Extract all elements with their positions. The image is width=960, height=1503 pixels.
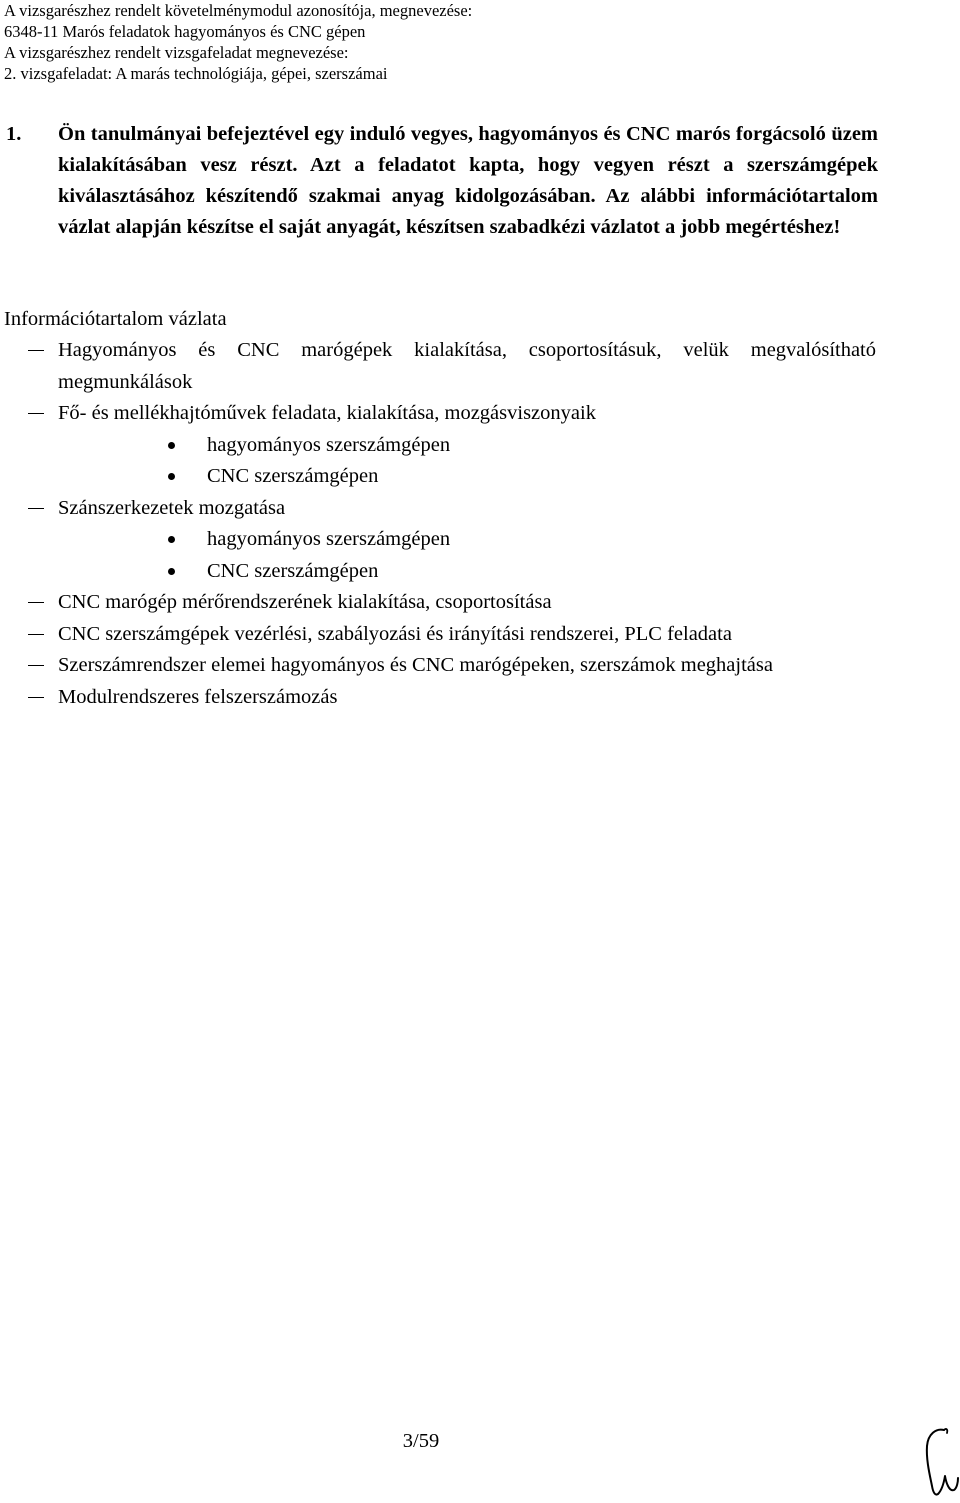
outline-list (0, 335, 960, 713)
sub-list-item (0, 556, 960, 588)
header-task-label: A vizsgarészhez rendelt vizsgafeladat megnevezése: (4, 43, 349, 62)
list-item-text: Hagyományos és CNC marógépek kialakítása, csoportosításuk, velük megvalósítható megmunkálások (58, 339, 876, 393)
dash-marker (28, 634, 44, 635)
list-item-text: Szánszerkezetek mozgatása (58, 496, 286, 519)
sub-list-item-text: CNC szerszámgépen (207, 559, 379, 582)
dash-marker (28, 508, 44, 509)
list-item (0, 619, 876, 651)
dash-marker (28, 697, 44, 698)
bullet-marker (168, 536, 175, 543)
list-item (0, 335, 876, 398)
bullet-marker (168, 473, 175, 480)
dash-marker (28, 350, 44, 351)
list-item-text: Fő- és mellékhajtóművek feladata, kialakítása, mozgásviszonyaik (58, 402, 596, 424)
list-item-text: Szerszámrendszer elemei hagyományos és CNC marógépeken, szerszámok meghajtása (58, 654, 773, 676)
task-text: Ön tanulmányai befejeztével egy induló vegyes, hagyományos és CNC marós forgácsoló üzem kialakításában vesz részt. Azt a feladatot kapta, hogy vegyen részt a szerszámgépek kiválasztásához készítendő szakmai anyag kidolgozásában. Az alábbi információtartalom vázlat alapján készítse el saját anyagát, készítsen szabadkézi vázlatot a jobb megértéshez! (58, 123, 878, 238)
outline-title: Információtartalom vázlata (4, 308, 227, 330)
page-number: 3/59 (402, 1430, 440, 1452)
list-item-text: CNC marógép mérőrendszerének kialakítása, csoportosítása (58, 591, 552, 613)
sub-list-item-text: hagyományos szerszámgépen (207, 433, 451, 456)
sub-list-item-text: hagyományos szerszámgépen (207, 528, 451, 550)
task-number: 1. (6, 123, 22, 145)
sub-list-item-text: CNC szerszámgépen (207, 465, 379, 487)
dash-marker (28, 602, 44, 603)
sub-list-item (0, 430, 960, 462)
signature-mark (918, 1420, 960, 1500)
list-item (0, 493, 876, 525)
header-module-label: A vizsgarészhez rendelt követelménymodul azonosítója, megnevezése: (4, 1, 473, 20)
list-item (0, 650, 876, 682)
list-item (0, 398, 876, 430)
dash-marker (28, 413, 44, 414)
list-item-text: CNC szerszámgépek vezérlési, szabályozási és irányítási rendszerei, PLC feladata (58, 622, 732, 645)
header-task-name: 2. vizsgafeladat: A marás technológiája, gépei, szerszámai (4, 64, 388, 83)
bullet-marker (168, 568, 175, 575)
document-header (4, 0, 472, 84)
task-block (6, 119, 878, 243)
header-module-name: 6348-11 Marós feladatok hagyományos és CNC gépen (4, 22, 366, 41)
sub-list-item (0, 524, 960, 556)
sub-list-item (0, 461, 960, 493)
dash-marker (28, 665, 44, 666)
list-item (0, 587, 876, 619)
list-item (0, 682, 876, 714)
list-item-text: Modulrendszeres felszerszámozás (58, 685, 338, 708)
bullet-marker (168, 442, 175, 449)
